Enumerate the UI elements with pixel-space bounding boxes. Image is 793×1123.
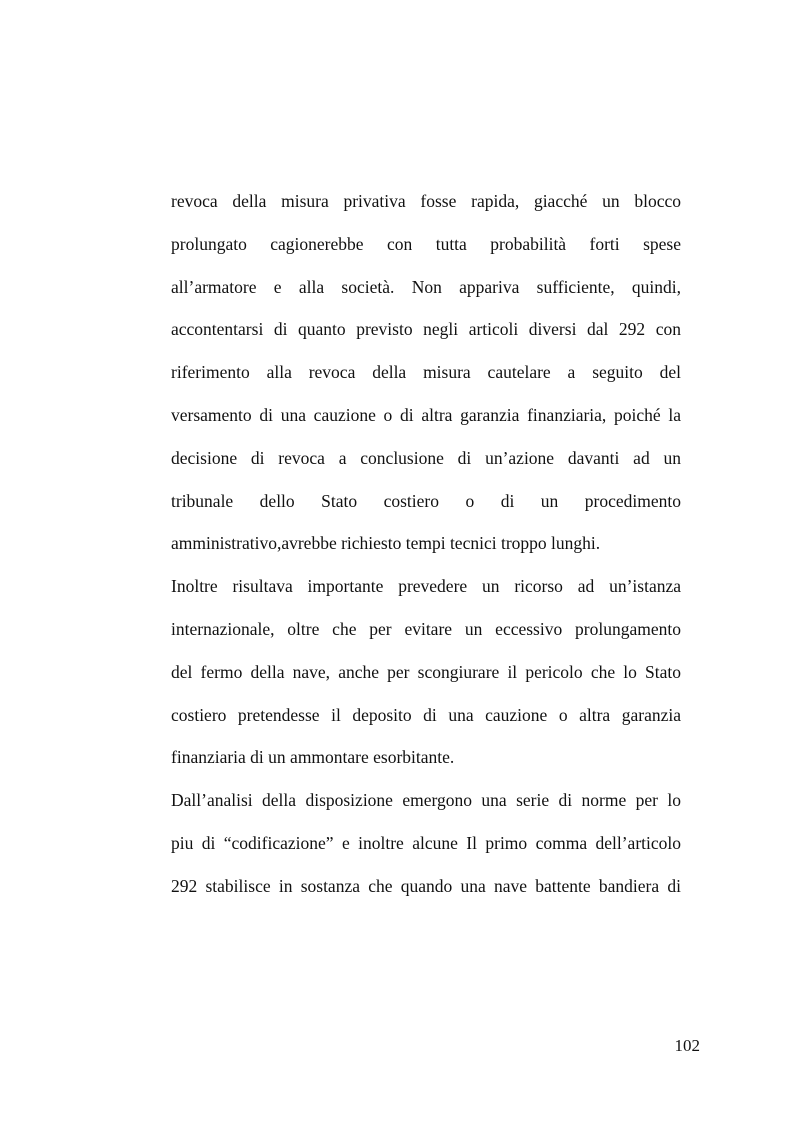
text-line: all’armatore e alla società. Non appariva sufficiente, quindi, xyxy=(171,276,681,297)
text-line: amministrativo,avrebbe richiesto tempi tecnici troppo lunghi. xyxy=(171,533,601,554)
text-line: accontentarsi di quanto previsto negli articoli diversi dal 292 con xyxy=(171,319,681,340)
text-line: tribunale dello Stato costiero o di un procedimento xyxy=(171,490,681,511)
body-text xyxy=(171,187,681,915)
text-line: Dall’analisi della disposizione emergono una serie di norme per lo xyxy=(171,790,681,811)
text-line: riferimento alla revoca della misura cautelare a seguito del xyxy=(171,362,681,383)
text-line: piu di “codificazione” e inoltre alcune Il primo comma dell’articolo xyxy=(171,832,681,853)
text-line: revoca della misura privativa fosse rapida, giacché un blocco xyxy=(171,191,681,211)
text-line: Inoltre risultava importante prevedere un ricorso ad un’istanza xyxy=(171,576,681,597)
text-line: prolungato cagionerebbe con tutta probabilità forti spese xyxy=(171,233,681,254)
text-line: finanziaria di un ammontare esorbitante. xyxy=(171,747,455,768)
page-number: 102 xyxy=(674,1036,700,1055)
text-line: 292 stabilisce in sostanza che quando una nave battente bandiera di xyxy=(171,875,681,896)
text-line: versamento di una cauzione o di altra garanzia finanziaria, poiché la xyxy=(171,404,681,425)
text-line: costiero pretendesse il deposito di una cauzione o altra garanzia xyxy=(171,704,681,725)
text-line: decisione di revoca a conclusione di un’azione davanti ad un xyxy=(171,447,681,468)
text-line: internazionale, oltre che per evitare un eccessivo prolungamento xyxy=(171,618,681,639)
text-line: del fermo della nave, anche per scongiurare il pericolo che lo Stato xyxy=(171,661,681,682)
